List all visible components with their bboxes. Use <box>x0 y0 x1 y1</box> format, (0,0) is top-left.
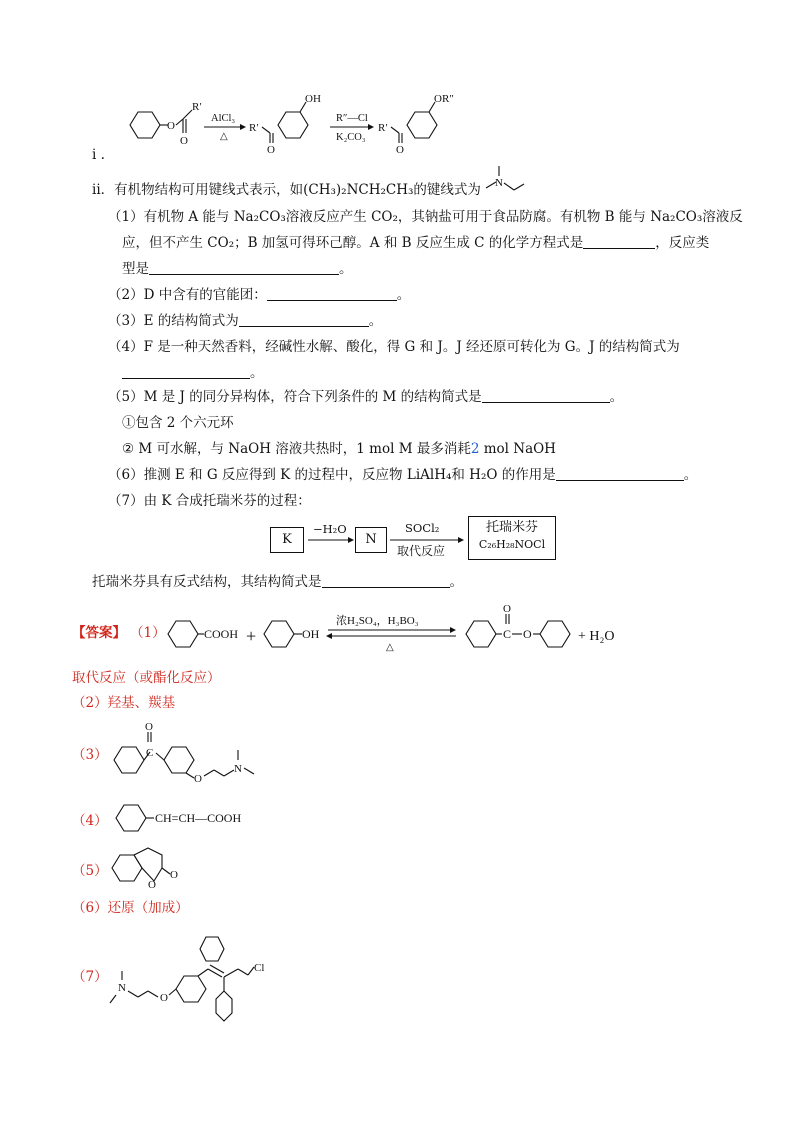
flow-step2-type: 取代反应 <box>397 544 446 558</box>
q1-line3: 型是 。 <box>122 261 353 277</box>
note-ii-text: ii．有机物结构可用键线式表示，如(CH₃)₂NCH₂CH₃的键线式为 <box>92 182 481 198</box>
svg-text:OH: OH <box>305 93 321 105</box>
q2-answer-blank[interactable] <box>267 286 397 301</box>
answer-6: （6）还原（加成） <box>72 900 189 916</box>
svg-text:O: O <box>523 627 532 641</box>
product-formula: C₂₆H₂₈NOCl <box>478 538 546 551</box>
answer-4-num: （4） <box>72 813 108 829</box>
svg-text:O: O <box>194 773 202 785</box>
q1-line2: 应，但不产生 CO₂；B 加氢可得环己醇。A 和 B 反应生成 C 的化学方程式是 ，反应类 <box>122 235 710 251</box>
flow-step2-reagent: SOCl₂ <box>405 521 440 535</box>
answer-7-num: （7） <box>72 969 108 985</box>
svg-text:R′: R′ <box>192 101 202 113</box>
svg-text:N: N <box>495 177 503 189</box>
q1-answer-blank-type[interactable] <box>149 260 339 275</box>
svg-text:O: O <box>145 721 153 733</box>
svg-text:O: O <box>396 144 404 156</box>
svg-text:R′: R′ <box>378 122 388 134</box>
answer-3-num: （3） <box>72 747 108 763</box>
answer-2: （2）羟基、羰基 <box>72 695 176 711</box>
q5-line: （5）M 是 J 的同分异构体，符合下列条件的 M 的结构简式是 。 <box>108 389 624 405</box>
flow-box-k: K <box>270 527 304 553</box>
svg-text:O: O <box>180 135 188 147</box>
svg-text:O: O <box>503 603 511 615</box>
flow-box-product <box>468 516 556 560</box>
q1-line1: （1）有机物 A 能与 Na₂CO₃溶液反应产生 CO₂，其钠盐可用于食品防腐。有机物 B 能与 Na₂CO₃溶液反 <box>108 209 743 225</box>
svg-text:O: O <box>160 992 168 1004</box>
answer-header: 【答案】 <box>72 625 126 641</box>
svg-text:OR″: OR″ <box>434 93 454 105</box>
q5-condition-1: ①包含 2 个六元环 <box>122 415 234 431</box>
answer-1-condition-top: 浓H₂SO₄，H₃BO₃ <box>336 615 419 627</box>
svg-text:△: △ <box>220 131 228 142</box>
q7-answer-blank[interactable] <box>322 573 450 588</box>
answer-1-type: 取代反应（或酯化反应） <box>72 670 221 686</box>
flow-box-n: N <box>355 527 387 553</box>
q4-line1: （4）F 是一种天然香料，经碱性水解、酸化，得 G 和 J。J 经还原可转化为 G。J 的结构简式为 <box>108 339 680 355</box>
q6-line: （6）推测 E 和 G 反应得到 K 的过程中，反应物 LiAlH₄和 H₂O 的作用是 。 <box>108 467 698 483</box>
answer-1-num: （1） <box>130 625 166 641</box>
q4-line2: 。 <box>122 364 264 382</box>
svg-text:N: N <box>118 982 126 994</box>
svg-text:N: N <box>234 763 242 775</box>
note-i-label: i . <box>92 147 105 163</box>
ester-o-label: O <box>167 120 175 132</box>
svg-text:CH=CH—COOH: CH=CH—COOH <box>155 811 242 825</box>
answer-7-structure <box>108 925 298 1035</box>
answer-5-num: （5） <box>72 863 108 879</box>
svg-text:COOH: COOH <box>204 627 239 641</box>
q7-tail: 托瑞米芬具有反式结构，其结构简式是 。 <box>92 574 463 590</box>
answer-5-structure <box>108 846 198 892</box>
svg-text:△: △ <box>386 642 394 653</box>
svg-text:O: O <box>170 869 178 881</box>
svg-text:OH: OH <box>302 627 320 641</box>
q3-answer-blank[interactable] <box>239 312 369 327</box>
q5-condition-2: ② M 可水解，与 NaOH 溶液共热时，1 mol M 最多消耗2 mol NaOH <box>122 441 556 457</box>
q6-answer-blank[interactable] <box>556 466 684 481</box>
product-name: 托瑞米芬 <box>485 520 538 535</box>
svg-text:+ H₂O: + H₂O <box>578 629 615 644</box>
svg-text:Cl: Cl <box>254 962 265 974</box>
reagent-k2co3: K₂CO₃ <box>336 132 366 143</box>
svg-text:O: O <box>148 879 156 891</box>
q5-naoh-amount: 2 <box>470 441 480 457</box>
q1-answer-blank-equation[interactable] <box>583 234 655 249</box>
q2-line: （2）D 中含有的官能团： 。 <box>108 287 411 303</box>
reagent-alcl3: AlCl₃ <box>211 113 236 124</box>
q7-line: （7）由 K 合成托瑞米芬的过程： <box>108 493 311 509</box>
q5-answer-blank[interactable] <box>482 388 610 403</box>
svg-text:R′: R′ <box>249 122 259 134</box>
svg-text:+: + <box>246 626 257 646</box>
svg-text:C: C <box>503 627 512 641</box>
answer-4-structure <box>108 794 308 838</box>
svg-text:C: C <box>146 747 154 759</box>
skeletal-formula-example <box>484 166 534 196</box>
answer-1-equation <box>160 602 620 662</box>
svg-text:O: O <box>267 144 275 156</box>
flow-step1-label: −H₂O <box>313 522 347 536</box>
q4-answer-blank[interactable] <box>122 364 250 379</box>
q3-line: （3）E 的结构简式为 。 <box>108 313 383 329</box>
answer-3-structure <box>108 720 288 790</box>
scheme-i-reaction <box>120 88 500 158</box>
reagent-r2cl: R″—Cl <box>336 113 368 124</box>
